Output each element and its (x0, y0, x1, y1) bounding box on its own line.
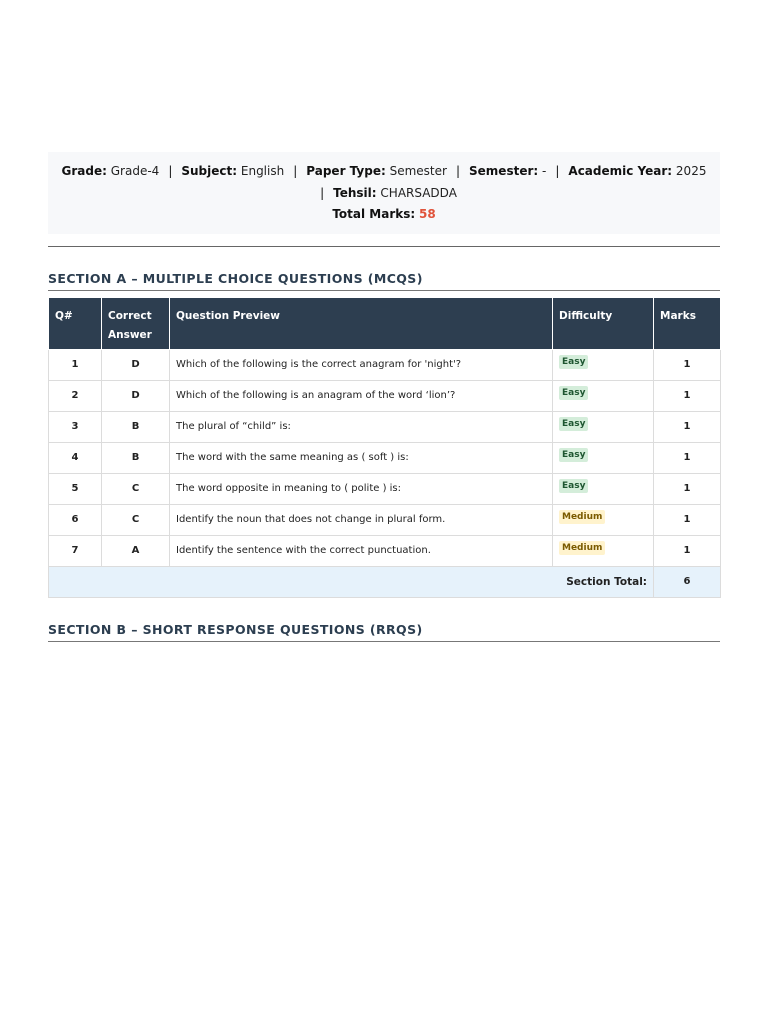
separator: | (455, 164, 461, 178)
separator: | (555, 164, 560, 178)
question-marks: 1 (654, 380, 721, 411)
difficulty-badge: Easy (559, 417, 588, 431)
difficulty-cell (553, 349, 654, 380)
difficulty-badge: Medium (559, 541, 605, 555)
question-preview: The plural of “child” is: (170, 411, 553, 442)
correct-answer: A (102, 535, 170, 566)
question-preview: Identify the sentence with the correct punctuation. (170, 535, 553, 566)
semester-value: - (542, 164, 547, 178)
academic-year-label: Academic Year: (568, 164, 673, 178)
table-row (49, 349, 721, 380)
difficulty-badge: Medium (559, 510, 605, 524)
section-total-value: 6 (654, 566, 721, 597)
question-preview: Identify the noun that does not change in plural form. (170, 504, 553, 535)
question-marks: 1 (654, 535, 721, 566)
difficulty-cell (553, 380, 654, 411)
difficulty-badge: Easy (559, 355, 588, 369)
semester-label: Semester: (469, 164, 539, 178)
correct-answer: C (102, 473, 170, 504)
correct-answer: C (102, 504, 170, 535)
question-number: 7 (49, 535, 102, 566)
section-total-row (49, 566, 721, 597)
header-divider (48, 246, 720, 247)
total-marks-value: 58 (418, 207, 436, 221)
header-correct-answer: Correct Answer (102, 297, 170, 349)
academic-year-value: 2025 (675, 164, 707, 178)
question-marks: 1 (654, 411, 721, 442)
question-preview: The word opposite in meaning to ( polite ) is: (170, 473, 553, 504)
total-marks-label: Total Marks: (332, 207, 416, 221)
difficulty-cell (553, 535, 654, 566)
correct-answer: D (102, 380, 170, 411)
correct-answer: B (102, 442, 170, 473)
separator: | (293, 164, 298, 178)
table-row (49, 473, 721, 504)
tehsil-label: Tehsil: (333, 185, 377, 200)
paper-summary-page (48, 152, 720, 642)
question-number: 3 (49, 411, 102, 442)
question-number: 1 (49, 349, 102, 380)
table-row (49, 380, 721, 411)
subject-value: English (240, 164, 285, 178)
difficulty-cell (553, 442, 654, 473)
section-a-title: SECTION A – MULTIPLE CHOICE QUESTIONS (MCQS) (48, 271, 720, 291)
question-number: 4 (49, 442, 102, 473)
info-line-1 (58, 161, 710, 183)
paper-info-box (48, 152, 720, 234)
question-number: 6 (49, 504, 102, 535)
paper-type-label: Paper Type: (306, 164, 386, 178)
header-difficulty: Difficulty (553, 297, 654, 349)
question-preview: Which of the following is the correct anagram for 'night'? (170, 349, 553, 380)
header-marks: Marks (654, 297, 721, 349)
question-number: 5 (49, 473, 102, 504)
subject-label: Subject: (181, 164, 238, 178)
question-preview: The word with the same meaning as ( soft ) is: (170, 442, 553, 473)
table-row (49, 442, 721, 473)
difficulty-badge: Easy (559, 479, 588, 493)
info-line-2 (58, 183, 710, 205)
paper-type-value: Semester (389, 164, 447, 178)
table-header-row (49, 297, 721, 349)
table-row (49, 411, 721, 442)
difficulty-cell (553, 504, 654, 535)
mcq-table (48, 297, 721, 598)
table-row (49, 535, 721, 566)
grade-value: Grade-4 (110, 164, 160, 178)
question-number: 2 (49, 380, 102, 411)
question-marks: 1 (654, 442, 721, 473)
question-preview: Which of the following is an anagram of the word ‘lion’? (170, 380, 553, 411)
difficulty-badge: Easy (559, 448, 588, 462)
question-marks: 1 (654, 473, 721, 504)
grade-label: Grade: (61, 164, 107, 178)
question-marks: 1 (654, 504, 721, 535)
section-total-label: Section Total: (49, 566, 654, 597)
correct-answer: B (102, 411, 170, 442)
separator: | (320, 185, 325, 200)
info-line-3 (58, 204, 710, 226)
correct-answer: D (102, 349, 170, 380)
tehsil-value: CHARSADDA (380, 185, 457, 200)
table-row (49, 504, 721, 535)
difficulty-badge: Easy (559, 386, 588, 400)
difficulty-cell (553, 411, 654, 442)
header-qnum: Q# (49, 297, 102, 349)
header-question-preview: Question Preview (170, 297, 553, 349)
section-b-title: SECTION B – SHORT RESPONSE QUESTIONS (RRQS) (48, 622, 720, 642)
question-marks: 1 (654, 349, 721, 380)
difficulty-cell (553, 473, 654, 504)
separator: | (168, 164, 173, 178)
